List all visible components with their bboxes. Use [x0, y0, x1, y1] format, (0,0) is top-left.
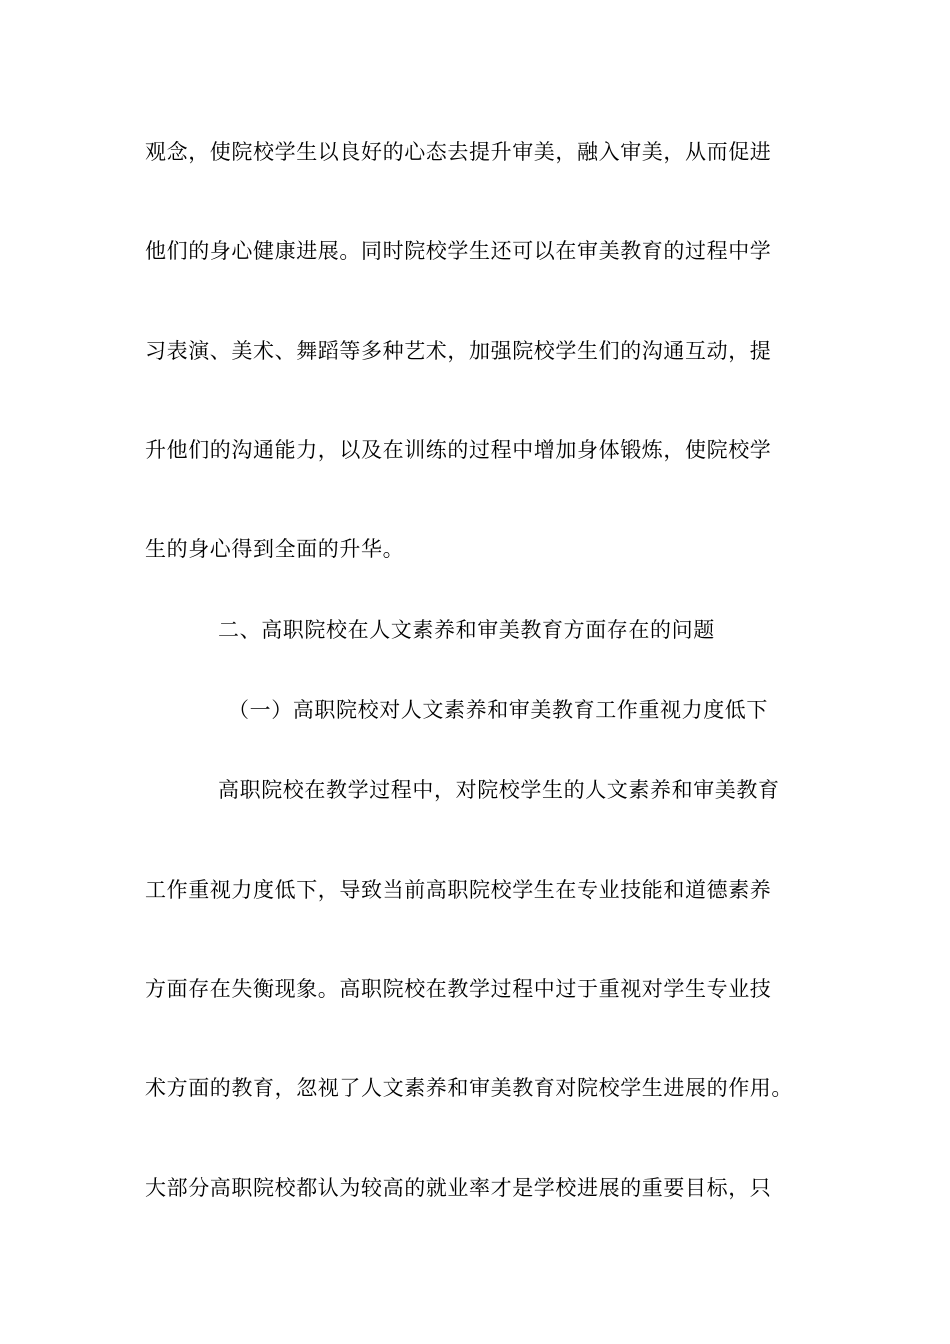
paragraph-line: 工作重视力度低下，导致当前高职院校学生在专业技能和道德素养: [145, 878, 772, 902]
paragraph-line: 方面存在失衡现象。高职院校在教学过程中过于重视对学生专业技: [145, 977, 772, 1001]
paragraph-line: 术方面的教育，忽视了人文素养和审美教育对院校学生进展的作用。: [145, 1076, 793, 1100]
paragraph-line: 生的身心得到全面的升华。: [145, 537, 405, 561]
paragraph-line: 他们的身心健康进展。同时院校学生还可以在审美教育的过程中学: [145, 239, 772, 263]
paragraph-line: 高职院校在教学过程中，对院校学生的人文素养和审美教育: [218, 778, 780, 802]
subsection-heading: （一）高职院校对人文素养和审美教育工作重视力度低下: [228, 698, 768, 722]
paragraph-line: 升他们的沟通能力，以及在训练的过程中增加身体锻炼，使院校学: [145, 438, 772, 462]
paragraph-line: 大部分高职院校都认为较高的就业率才是学校进展的重要目标，只: [145, 1176, 772, 1200]
section-heading: 二、高职院校在人文素养和审美教育方面存在的问题: [218, 618, 715, 642]
paragraph-line: 观念，使院校学生以良好的心态去提升审美，融入审美，从而促进: [145, 140, 772, 164]
paragraph-line: 习表演、美术、舞蹈等多种艺术，加强院校学生们的沟通互动，提: [145, 339, 772, 363]
